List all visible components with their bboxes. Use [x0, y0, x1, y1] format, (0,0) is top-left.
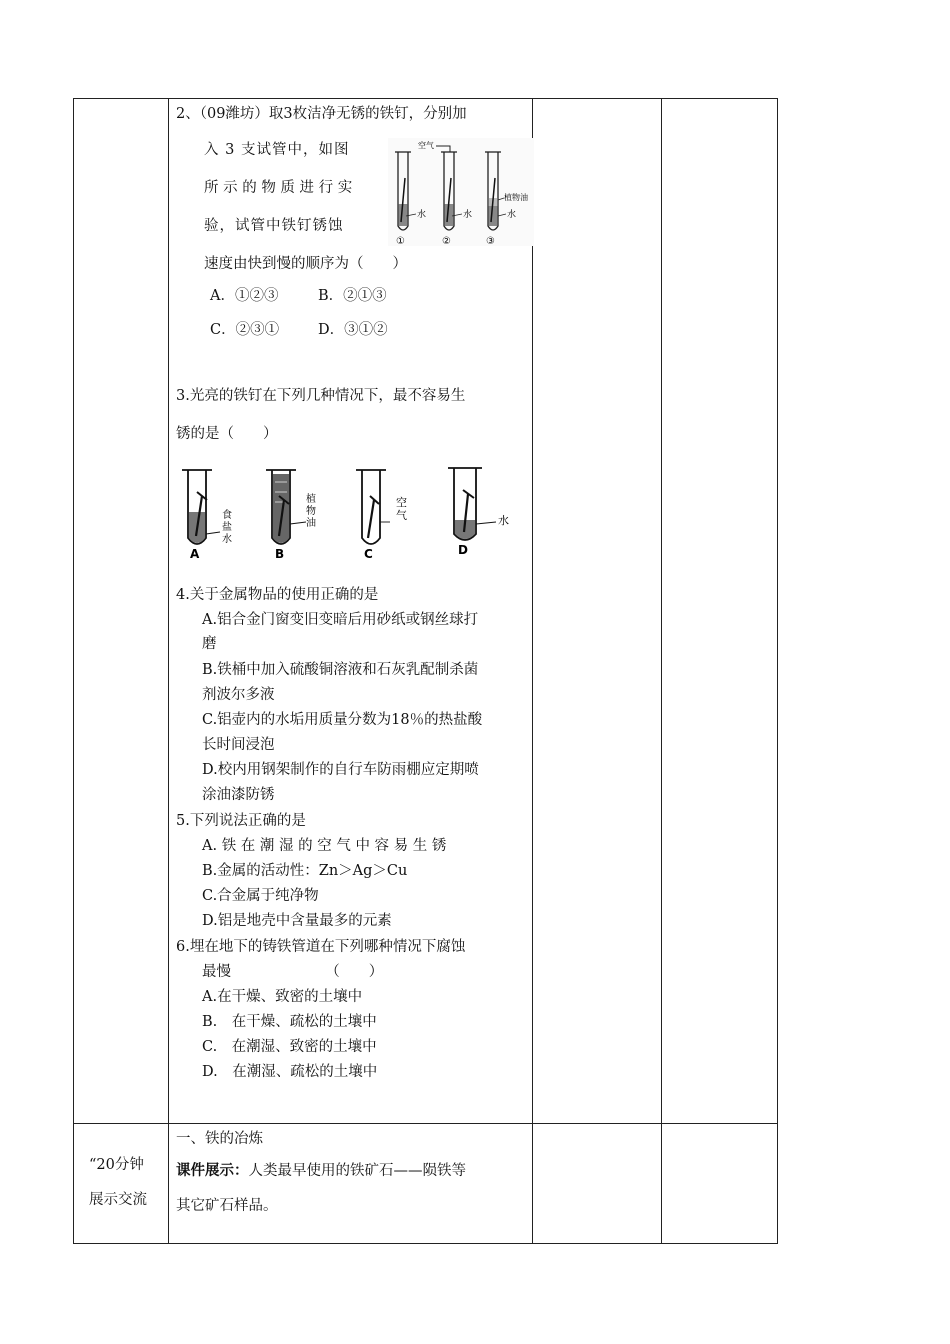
table-border-bottom	[73, 1243, 778, 1244]
q6-option-d: D. 在潮湿、疏松的土壤中	[202, 1064, 378, 1080]
table-border-top	[73, 98, 778, 99]
q6-stem-line1: 6.埋在地下的铸铁管道在下列哪种情况下腐蚀	[176, 939, 466, 955]
q3-test-tube-figure	[176, 462, 526, 562]
tube-b-text-3: 油	[306, 518, 316, 529]
q2-option-b: B．②①③	[318, 288, 387, 304]
tube-b	[266, 470, 316, 561]
q4-option-d-line2: 涂油漆防锈	[202, 787, 275, 803]
tube-c-text-1: 空	[396, 496, 407, 509]
q6-option-a: A.在干燥、致密的土壤中	[202, 989, 363, 1005]
section2-left-label-line1: “20分钟	[89, 1157, 144, 1173]
tube-d-text: 水	[498, 514, 509, 527]
tube-d	[448, 468, 509, 557]
q2-line1: 2、（09潍坊）取3枚洁净无锈的铁钉，分别加	[176, 106, 467, 122]
q2-option-c: C．②③①	[210, 322, 280, 338]
q6-option-b: B. 在干燥、疏松的土壤中	[202, 1014, 377, 1030]
q5-option-b: B.金属的活动性：Zn＞Ag＞Cu	[202, 863, 408, 879]
table-border-left	[73, 98, 74, 1244]
table-divider-3	[661, 98, 662, 1244]
q5-option-a: A. 铁 在 潮 湿 的 空 气 中 容 易 生 锈	[202, 838, 447, 854]
q3-line2: 锈的是（ ）	[176, 426, 278, 442]
q4-option-a-line2: 磨	[202, 636, 217, 652]
table-divider-2	[532, 98, 533, 1244]
q2-line2: 入 3 支试管中，如图	[204, 142, 350, 158]
q6-option-c: C. 在潮湿、致密的土壤中	[202, 1039, 377, 1055]
tube-b-text-1: 植	[306, 494, 316, 505]
q5-option-d: D.铝是地壳中含量最多的元素	[202, 913, 392, 929]
q4-option-b-line1: B.铁桶中加入硫酸铜溶液和石灰乳配制杀菌	[202, 662, 479, 678]
q2-test-tube-figure	[388, 138, 534, 246]
tube3-oil-label: 植物油	[504, 193, 528, 202]
q5-stem: 5.下列说法正确的是	[176, 813, 306, 829]
tube-a-text-1: 食	[222, 510, 232, 521]
tube3-water-label: 水	[507, 210, 517, 220]
q6-stem-line2: 最慢 （ ）	[202, 964, 384, 980]
tube-a	[182, 470, 232, 561]
table-divider-1	[168, 98, 169, 1244]
courseware-text: 人类最早使用的铁矿石——陨铁等	[248, 1163, 466, 1179]
tube1-number: ①	[396, 236, 405, 246]
courseware-label: 课件展示：	[176, 1162, 249, 1179]
q2-line3: 所 示 的 物 质 进 行 实	[204, 180, 353, 196]
section2-courseware-line1	[176, 1161, 466, 1181]
section2-left-label-line2: 展示交流	[89, 1192, 147, 1208]
q4-stem: 4.关于金属物品的使用正确的是	[176, 587, 379, 603]
q2-option-d: D．③①②	[318, 322, 388, 338]
q4-option-d-line1: D.校内用钢架制作的自行车防雨棚应定期喷	[202, 762, 479, 778]
q5-option-c: C.合金属于纯净物	[202, 888, 319, 904]
q4-option-c-line2: 长时间浸泡	[202, 737, 275, 753]
tube-b-text-2: 物	[306, 506, 316, 517]
q3-line1: 3.光亮的铁钉在下列几种情况下，最不容易生	[176, 388, 466, 404]
tube-a-text-2: 盐	[222, 522, 232, 533]
table-row-divider	[73, 1123, 778, 1124]
tube3-number: ③	[486, 236, 495, 246]
tube-a-label: A	[190, 547, 200, 561]
table-border-right	[777, 98, 778, 1244]
tube-b-label: B	[275, 547, 285, 561]
tube2-number: ②	[442, 236, 451, 246]
q4-option-c-line1: C.铝壶内的水垢用质量分数为18％的热盐酸	[202, 712, 483, 728]
tube-a-text-3: 水	[222, 534, 232, 545]
q2-line5: 速度由快到慢的顺序为（ ）	[204, 256, 407, 272]
tube2-air-label: 空气	[418, 141, 434, 150]
section2-courseware-line2: 其它矿石样品。	[176, 1198, 278, 1214]
tube-c-text-2: 气	[396, 509, 407, 522]
q2-option-a: A．①②③	[210, 288, 279, 304]
tube-c	[356, 470, 407, 561]
section2-heading: 一、铁的冶炼	[176, 1131, 263, 1147]
q4-option-a-line1: A.铝合金门窗变旧变暗后用砂纸或钢丝球打	[202, 612, 479, 628]
tube-d-label: D	[458, 543, 468, 557]
tube2-water-label: 水	[463, 210, 473, 220]
tube-c-label: C	[364, 547, 373, 561]
tube1-water-label: 水	[417, 210, 427, 220]
q2-line4: 验，试管中铁钉锈蚀	[204, 218, 344, 234]
q4-option-b-line2: 剂波尔多液	[202, 687, 275, 703]
